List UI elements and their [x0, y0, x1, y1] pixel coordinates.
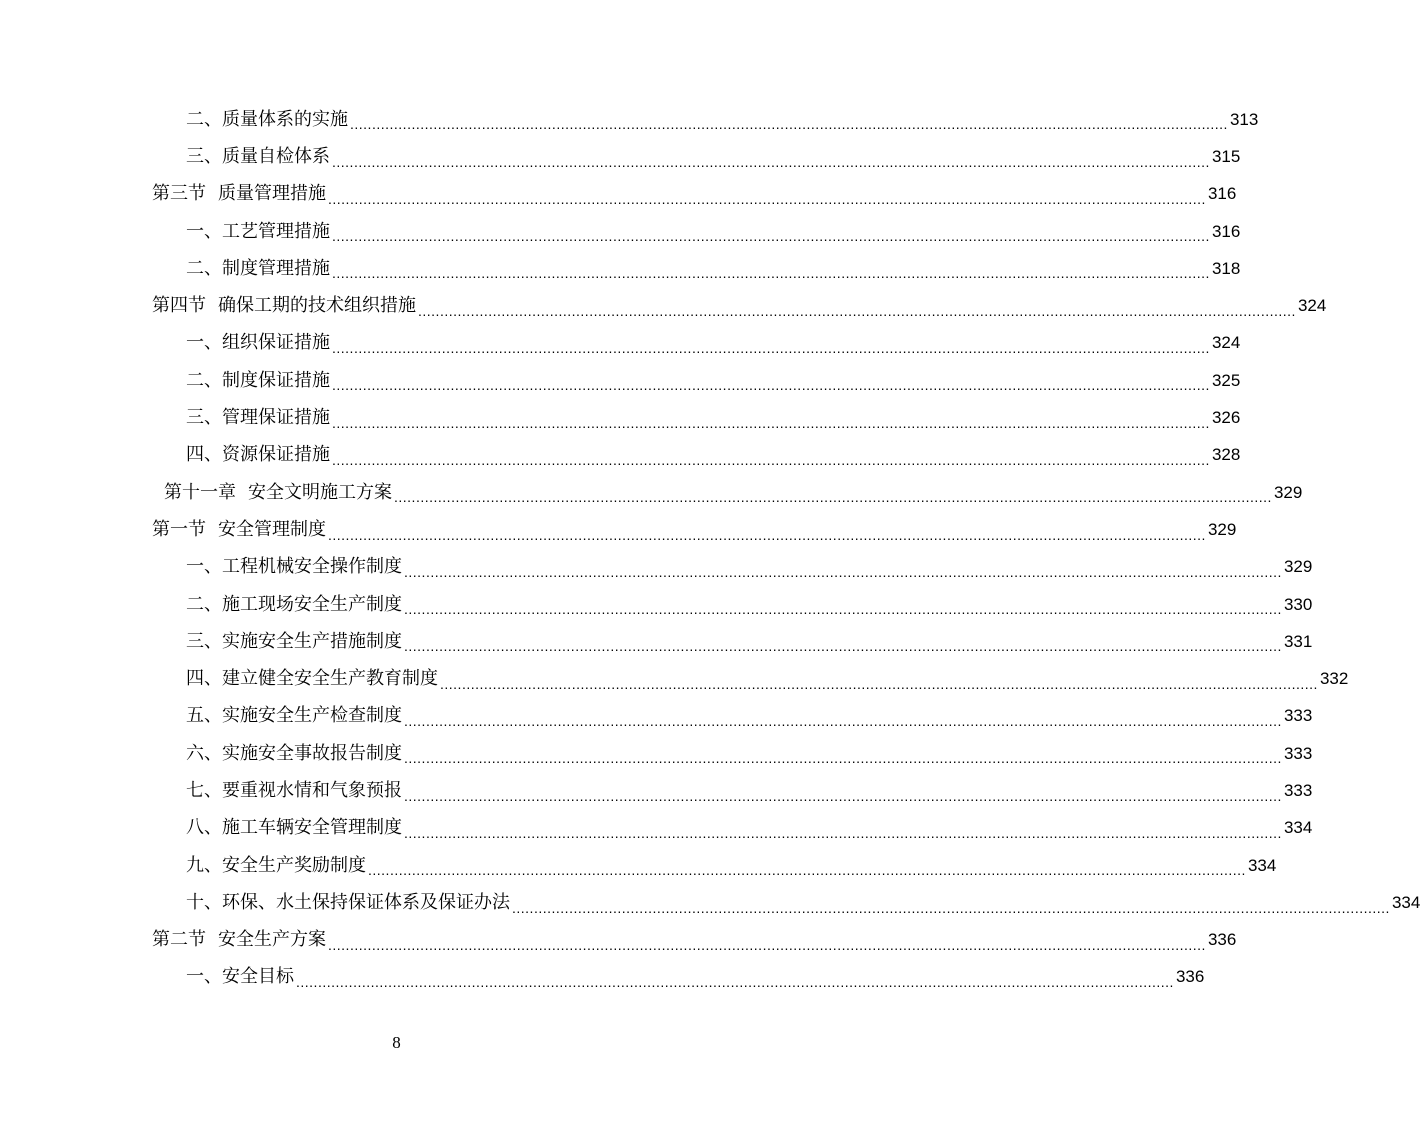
toc-entry-label: 三、: [186, 407, 222, 429]
toc-entry-label: 第二节: [152, 929, 206, 951]
toc-entry-label: 三、: [186, 145, 222, 167]
toc-entry-page: 328: [1211, 445, 1241, 465]
toc-leader-dots: ........................................................................................................................................................................................................: [404, 601, 1282, 618]
toc-leader-dots: ........................................................................................................................................................................................................: [368, 862, 1246, 879]
toc-entry-label: 二、: [186, 108, 222, 130]
toc-entry-label: 一、: [186, 556, 222, 578]
toc-entry-text: 建立健全安全生产教育制度: [222, 668, 438, 690]
toc-entry-page: 316: [1211, 221, 1241, 241]
toc-entry-label: 十、: [186, 891, 222, 913]
toc-entry-label: 四、: [186, 668, 222, 690]
toc-entry-text: 安全生产奖励制度: [222, 854, 366, 876]
toc-entry-label: 四、: [186, 444, 222, 466]
toc-entry[interactable]: [0, 698, 1313, 735]
toc-entry-page: 336: [1207, 930, 1237, 950]
toc-entry-title: [186, 556, 402, 578]
toc-entry-label: 六、: [186, 742, 222, 764]
toc-entry-title: [152, 929, 326, 951]
toc-entry-title: [186, 631, 402, 653]
toc-leader-dots: ........................................................................................................................................................................................................: [404, 824, 1282, 841]
toc-entry-text: 实施安全生产检查制度: [222, 705, 402, 727]
toc-entry-text: 资源保证措施: [222, 444, 330, 466]
toc-entry-title: [186, 705, 402, 727]
toc-entry-text: 工程机械安全操作制度: [222, 556, 402, 578]
toc-entry-text: 确保工期的技术组织措施: [218, 295, 416, 317]
toc-entry-text: 要重视水情和气象预报: [222, 779, 402, 801]
toc-entry[interactable]: [0, 660, 1349, 697]
toc-entry[interactable]: [0, 922, 1237, 959]
toc-entry-title: [186, 370, 330, 392]
toc-leader-dots: ........................................................................................................................................................................................................: [512, 899, 1390, 916]
toc-leader-dots: ........................................................................................................................................................................................................: [404, 638, 1282, 655]
toc-leader-dots: ........................................................................................................................................................................................................: [404, 750, 1282, 767]
toc-entry-title: [186, 892, 510, 914]
toc-entry-page: 332: [1319, 669, 1349, 689]
toc-entry[interactable]: [0, 586, 1313, 623]
toc-entry-page: 333: [1283, 706, 1313, 726]
toc-entry-text: 安全管理制度: [218, 518, 326, 540]
toc-entry-text: 安全生产方案: [218, 929, 326, 951]
toc-entry-page: 326: [1211, 408, 1241, 428]
toc-entry-text: 实施安全事故报告制度: [222, 742, 402, 764]
toc-entry[interactable]: [0, 325, 1241, 362]
toc-entry-title: [186, 966, 294, 988]
toc-entry-title: [186, 444, 330, 466]
toc-entry[interactable]: [0, 399, 1241, 436]
toc-entry-text: 制度保证措施: [222, 369, 330, 391]
toc-leader-dots: ........................................................................................................................................................................................................: [332, 265, 1210, 282]
toc-entry[interactable]: [0, 810, 1313, 847]
toc-entry-page: 330: [1283, 594, 1313, 614]
toc-leader-dots: ........................................................................................................................................................................................................: [350, 116, 1228, 133]
toc-entry-text: 质量自检体系: [222, 145, 330, 167]
toc-entry[interactable]: [0, 511, 1237, 548]
toc-entry-text: 实施安全生产措施制度: [222, 630, 402, 652]
toc-entry-title: [186, 855, 366, 877]
toc-leader-dots: ........................................................................................................................................................................................................: [394, 489, 1272, 506]
toc-entry-text: 制度管理措施: [222, 257, 330, 279]
toc-entry-title: [152, 519, 326, 541]
toc-entry-page: 336: [1175, 967, 1205, 987]
toc-entry-text: 安全目标: [222, 966, 294, 988]
toc-entry[interactable]: [0, 474, 1303, 511]
toc-entry-label: 二、: [186, 257, 222, 279]
toc-entry-title: [186, 146, 330, 168]
toc-leader-dots: ........................................................................................................................................................................................................: [440, 675, 1318, 692]
toc-entry-page: 333: [1283, 743, 1313, 763]
toc-entry-text: 施工车辆安全管理制度: [222, 817, 402, 839]
toc-entry-title: [164, 482, 392, 504]
toc-entry-page: 329: [1283, 557, 1313, 577]
toc-entry[interactable]: [0, 959, 1205, 996]
toc-leader-dots: ........................................................................................................................................................................................................: [332, 340, 1210, 357]
toc-entry-page: 329: [1273, 482, 1303, 502]
toc-entry-title: [186, 780, 402, 802]
toc-entry[interactable]: [0, 884, 1420, 921]
toc-entry-title: [186, 109, 348, 131]
toc-leader-dots: ........................................................................................................................................................................................................: [328, 526, 1206, 543]
toc-entry-title: [186, 594, 402, 616]
toc-entry[interactable]: [0, 250, 1241, 287]
toc-entry-text: 管理保证措施: [222, 407, 330, 429]
toc-entry-page: 329: [1207, 519, 1237, 539]
toc-entry-page: 315: [1211, 146, 1241, 166]
toc-entry[interactable]: [0, 437, 1241, 474]
toc-entry-text: 施工现场安全生产制度: [222, 593, 402, 615]
toc-entry-text: 质量管理措施: [218, 183, 326, 205]
toc-entry-page: 334: [1391, 892, 1420, 912]
toc-entry[interactable]: [0, 847, 1277, 884]
toc-entry-label: 一、: [186, 332, 222, 354]
toc-leader-dots: ........................................................................................................................................................................................................: [332, 451, 1210, 468]
toc-entry-text: 安全文明施工方案: [248, 481, 392, 503]
toc-entry-label: 五、: [186, 705, 222, 727]
toc-entry-label: 三、: [186, 630, 222, 652]
toc-entry-title: [186, 668, 438, 690]
toc-entry-page: 313: [1229, 109, 1259, 129]
toc-entry-label: 第十一章: [164, 481, 236, 503]
toc-entry[interactable]: [0, 623, 1313, 660]
toc-entry-page: 325: [1211, 370, 1241, 390]
toc-entry-title: [186, 817, 402, 839]
toc-entry-title: [152, 183, 326, 205]
toc-entry-title: [186, 407, 330, 429]
toc-entry-label: 第一节: [152, 518, 206, 540]
toc-entry[interactable]: [0, 176, 1237, 213]
toc-leader-dots: ........................................................................................................................................................................................................: [332, 414, 1210, 431]
toc-entry-text: 工艺管理措施: [222, 220, 330, 242]
toc-entry-label: 八、: [186, 817, 222, 839]
toc-entry-page: 316: [1207, 184, 1237, 204]
toc-entry[interactable]: [0, 362, 1241, 399]
toc-leader-dots: ........................................................................................................................................................................................................: [404, 713, 1282, 730]
toc-entry-title: [186, 332, 330, 354]
toc-entry-text: 环保、水土保持保证体系及保证办法: [222, 891, 510, 913]
toc-entry-label: 二、: [186, 369, 222, 391]
toc-leader-dots: ........................................................................................................................................................................................................: [404, 563, 1282, 580]
toc-leader-dots: ........................................................................................................................................................................................................: [332, 377, 1210, 394]
toc-entry-page: 334: [1283, 818, 1313, 838]
toc-entry-page: 334: [1247, 855, 1277, 875]
toc-entry-page: 318: [1211, 258, 1241, 278]
toc-entry-title: [186, 221, 330, 243]
toc-entry-title: [152, 295, 416, 317]
toc-entry[interactable]: [0, 138, 1241, 175]
toc-entry-label: 一、: [186, 966, 222, 988]
toc-entry-label: 七、: [186, 779, 222, 801]
page-number: 8: [392, 1033, 401, 1052]
toc-leader-dots: ........................................................................................................................................................................................................: [296, 974, 1174, 991]
toc-leader-dots: ........................................................................................................................................................................................................: [328, 190, 1206, 207]
toc-leader-dots: ........................................................................................................................................................................................................: [418, 302, 1296, 319]
table-of-contents: [0, 101, 1420, 996]
toc-leader-dots: ........................................................................................................................................................................................................: [332, 228, 1210, 245]
toc-entry-label: 二、: [186, 593, 222, 615]
toc-entry-page: 331: [1283, 631, 1313, 651]
toc-entry[interactable]: [0, 772, 1313, 809]
toc-entry[interactable]: [0, 287, 1327, 324]
toc-entry[interactable]: [0, 735, 1313, 772]
toc-entry[interactable]: [0, 549, 1313, 586]
toc-leader-dots: ........................................................................................................................................................................................................: [332, 153, 1210, 170]
toc-entry-title: [186, 258, 330, 280]
toc-entry[interactable]: [0, 213, 1241, 250]
toc-entry-page: 333: [1283, 780, 1313, 800]
toc-entry-page: 324: [1211, 333, 1241, 353]
toc-leader-dots: ........................................................................................................................................................................................................: [328, 936, 1206, 953]
toc-entry-label: 九、: [186, 854, 222, 876]
toc-entry-label: 第三节: [152, 183, 206, 205]
toc-leader-dots: ........................................................................................................................................................................................................: [404, 787, 1282, 804]
toc-entry-label: 一、: [186, 220, 222, 242]
toc-entry-text: 组织保证措施: [222, 332, 330, 354]
toc-entry-text: 质量体系的实施: [222, 108, 348, 130]
toc-entry[interactable]: [0, 101, 1259, 138]
toc-entry-title: [186, 743, 402, 765]
toc-entry-page: 324: [1297, 296, 1327, 316]
toc-entry-label: 第四节: [152, 295, 206, 317]
